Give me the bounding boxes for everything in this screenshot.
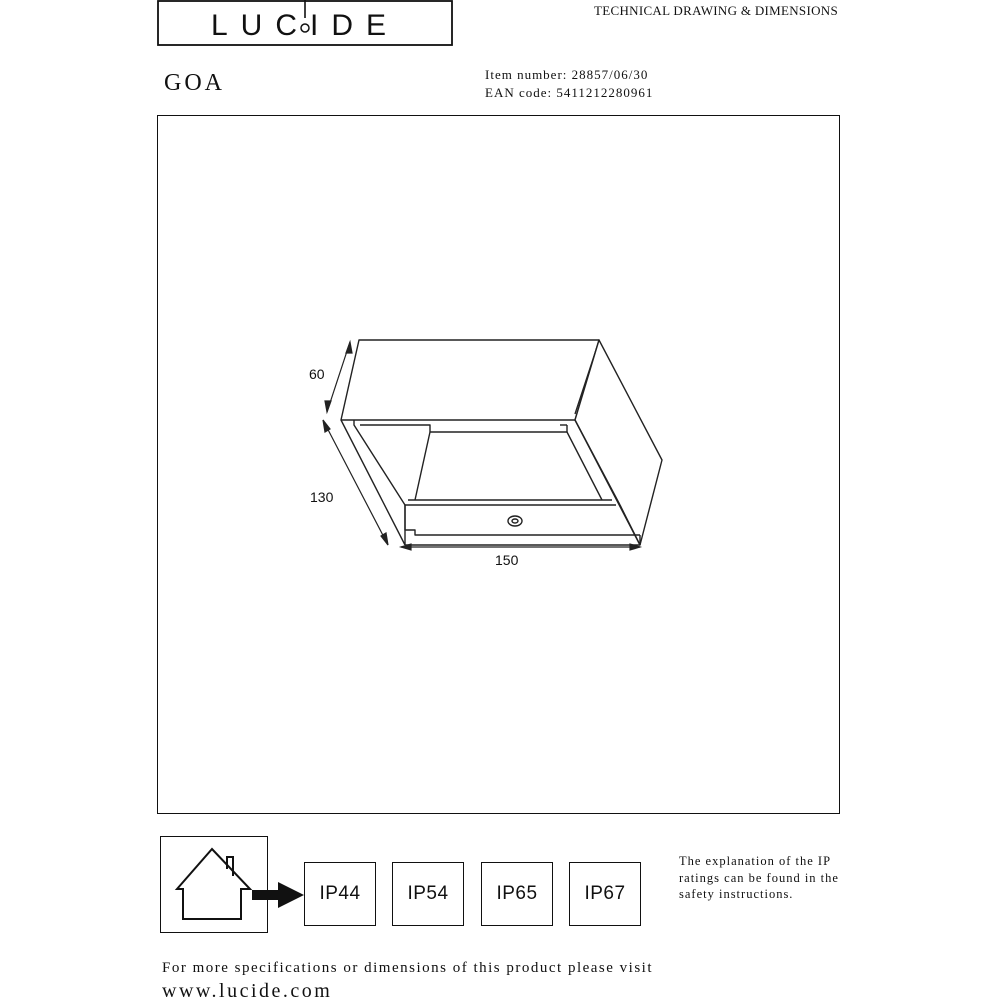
svg-text:LUCIDE: LUCIDE — [210, 9, 400, 42]
ip-explanation-note: The explanation of the IP ratings can be found in the safety instructions. — [679, 854, 839, 901]
lucide-logo — [157, 0, 453, 46]
ip-rating-box: IP67 — [569, 862, 641, 926]
technical-drawing — [157, 115, 840, 814]
house-icon — [161, 837, 266, 931]
arrow-right-icon — [252, 882, 304, 908]
website-link[interactable]: www.lucide.com — [162, 980, 333, 1002]
document-type: TECHNICAL DRAWING & DIMENSIONS — [594, 3, 838, 18]
product-name: GOA — [164, 70, 225, 96]
ip-rating-box: IP44 — [304, 862, 376, 926]
dimension-width-label: 150 — [495, 552, 519, 568]
footer-text: For more specifications or dimensions of this product please visit — [162, 960, 654, 976]
ip-rating-box: IP54 — [392, 862, 464, 926]
item-number: Item number: 28857/06/30 — [485, 67, 649, 82]
dimension-depth-label: 130 — [310, 489, 334, 505]
dimension-height-label: 60 — [309, 366, 325, 382]
ip-rating-box: IP65 — [481, 862, 553, 926]
ean-code: EAN code: 5411212280961 — [485, 85, 654, 100]
